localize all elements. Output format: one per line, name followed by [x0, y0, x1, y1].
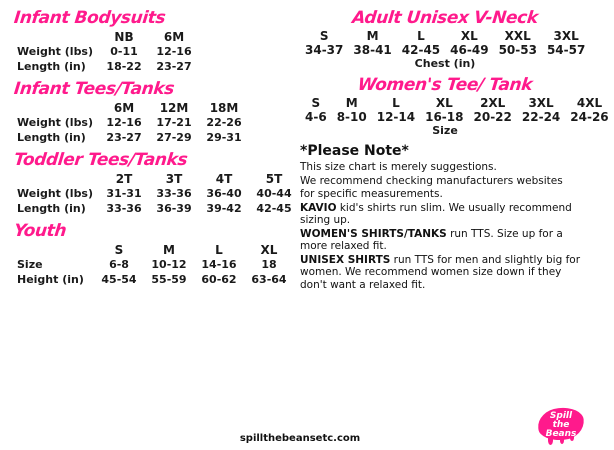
header-cell [14, 100, 99, 115]
cell: 6-8 [109, 258, 129, 271]
cell: 14-16 [201, 258, 237, 271]
section-toddler-tees-tanks [14, 150, 294, 216]
table-row [14, 201, 299, 216]
header-cell: 2XL [480, 96, 506, 110]
note-item [300, 254, 588, 292]
cell: 24-26 [570, 110, 609, 124]
cell: 0-11 [110, 45, 138, 58]
table-row [14, 257, 294, 272]
header-cell: XL [460, 29, 478, 43]
cell: 42-45 [256, 202, 292, 215]
header-cell: 3XL [528, 96, 554, 110]
left-column [10, 8, 294, 450]
row-label: Weight (lbs) [17, 45, 94, 58]
size-table [300, 29, 590, 57]
section-title: Infant Tees/Tanks [12, 79, 176, 99]
row-label: Length (in) [17, 131, 86, 144]
section-infant-tees-tanks [14, 79, 294, 145]
table-header-row [14, 29, 199, 44]
section-title: Infant Bodysuits [12, 8, 167, 28]
cell: 36-40 [206, 187, 242, 200]
header-cell: S [311, 96, 321, 110]
header-cell: L [417, 29, 425, 43]
cell: 38-41 [353, 43, 392, 57]
header-cell: L [215, 243, 223, 257]
header-cell: M [366, 29, 379, 43]
cell: 23-27 [156, 60, 192, 73]
header-cell: NB [114, 30, 134, 44]
header-cell [14, 242, 94, 257]
cell: 16-18 [425, 110, 464, 124]
table-header-row [300, 29, 590, 43]
section-please-note [300, 143, 590, 291]
table-header-row [300, 96, 614, 110]
header-cell: M [163, 243, 175, 257]
note-line: This size chart is merely suggestions. [300, 161, 497, 173]
note-item [300, 202, 588, 227]
header-cell [14, 171, 99, 186]
right-column [294, 8, 609, 450]
section-youth [14, 221, 294, 287]
row-label: Height (in) [17, 273, 84, 286]
note-line: We recommend checking manufacturers websites [300, 174, 563, 187]
cell: 22-24 [521, 110, 561, 124]
section-title: Toddler Tees/Tanks [12, 150, 189, 170]
table-row [14, 59, 199, 74]
table-header-row [14, 242, 294, 257]
cell: 18 [261, 258, 277, 271]
note-item-text: kid's shirts run slim. We usually recommend sizing up. [300, 201, 572, 226]
footer-url: spillthebeansetc.com [239, 433, 361, 444]
table-row [14, 115, 249, 130]
row-label: Length (in) [17, 60, 86, 73]
size-table [300, 96, 614, 124]
cell: 20-22 [473, 110, 512, 124]
cell: 31-31 [106, 187, 142, 200]
cell: 17-21 [156, 116, 192, 129]
header-cell: XL [260, 243, 278, 257]
table-row [14, 44, 199, 59]
cell: 12-16 [156, 45, 192, 58]
size-table [14, 242, 294, 287]
section-infant-bodysuits [14, 8, 294, 74]
header-cell: S [319, 29, 329, 43]
cell: 33-36 [106, 202, 142, 215]
header-cell: 3T [165, 172, 183, 186]
header-cell: 3XL [553, 29, 579, 43]
note-item-brand: UNISEX SHIRTS [300, 253, 391, 266]
cell: 29-31 [206, 131, 242, 144]
cell: 4-6 [305, 110, 327, 124]
cell: 18-22 [106, 60, 142, 73]
cell: 50-53 [498, 43, 537, 57]
section-title: Women's Tee/ Tank [356, 75, 534, 95]
header-cell: S [114, 243, 124, 257]
table-header-row [14, 171, 299, 186]
header-cell: 18M [209, 101, 239, 115]
size-table [14, 29, 199, 74]
cell: 8-10 [336, 110, 367, 124]
row-label: Size [17, 258, 43, 271]
note-item [300, 228, 588, 253]
cell: 40-44 [256, 187, 292, 200]
content-columns [10, 8, 609, 450]
header-cell: 6M [163, 30, 185, 44]
cell: 10-12 [151, 258, 187, 271]
cell: 46-49 [450, 43, 489, 57]
cell: 54-57 [546, 43, 586, 57]
row-label: Length (in) [17, 202, 86, 215]
section-title: Adult Unisex V-Neck [351, 8, 539, 28]
note-body [300, 161, 590, 291]
table-row [300, 43, 590, 57]
cell: 45-54 [101, 273, 137, 286]
table-row [14, 272, 294, 287]
axis-label: Chest (in) [414, 57, 476, 70]
section-adult-unisex-vneck [300, 8, 590, 70]
header-cell: 6M [113, 101, 135, 115]
cell: 63-64 [251, 273, 287, 286]
header-cell [14, 29, 99, 44]
cell: 33-36 [156, 187, 192, 200]
size-table [14, 171, 299, 216]
cell: 22-26 [206, 116, 242, 129]
header-cell: L [392, 96, 400, 110]
table-header-row [14, 100, 249, 115]
note-item-text: run TTS. Size up for a more relaxed fit. [300, 227, 563, 252]
note-item-brand: WOMEN'S SHIRTS/TANKS [300, 227, 447, 240]
section-title: Youth [12, 221, 68, 241]
note-item-text: run TTS for men and slightly big for women. We recommend women size down if they don't want a relaxed fit. [300, 253, 581, 291]
cell: 39-42 [206, 202, 242, 215]
header-cell: 4T [215, 172, 233, 186]
axis-label: Size [432, 124, 458, 137]
header-cell: XXL [504, 29, 531, 43]
brand-logo [530, 402, 592, 446]
header-cell: 4XL [576, 96, 603, 110]
cell: 42-45 [401, 43, 441, 57]
header-cell: 12M [159, 101, 189, 115]
note-line: for specific measurements. [300, 188, 443, 200]
size-table [14, 100, 249, 145]
cell: 12-14 [376, 110, 416, 124]
cell: 34-37 [305, 43, 344, 57]
cell: 27-29 [156, 131, 192, 144]
cell: 12-16 [106, 116, 142, 129]
table-row [14, 130, 249, 145]
table-row [300, 110, 614, 124]
row-label: Weight (lbs) [17, 116, 94, 129]
table-row [14, 186, 299, 201]
cell: 36-39 [156, 202, 192, 215]
cell: 23-27 [106, 131, 142, 144]
logo-text: Spill the Beans [545, 411, 577, 439]
note-item-brand: KAVIO [300, 201, 337, 214]
row-label: Weight (lbs) [17, 187, 94, 200]
cell: 55-59 [151, 273, 187, 286]
header-cell: M [345, 96, 358, 110]
header-cell: XL [435, 96, 453, 110]
cell: 60-62 [201, 273, 237, 286]
header-cell: 5T [265, 172, 283, 186]
note-title: *Please Note* [300, 143, 409, 159]
header-cell: 2T [115, 172, 133, 186]
section-womens-tee-tank [300, 75, 609, 137]
